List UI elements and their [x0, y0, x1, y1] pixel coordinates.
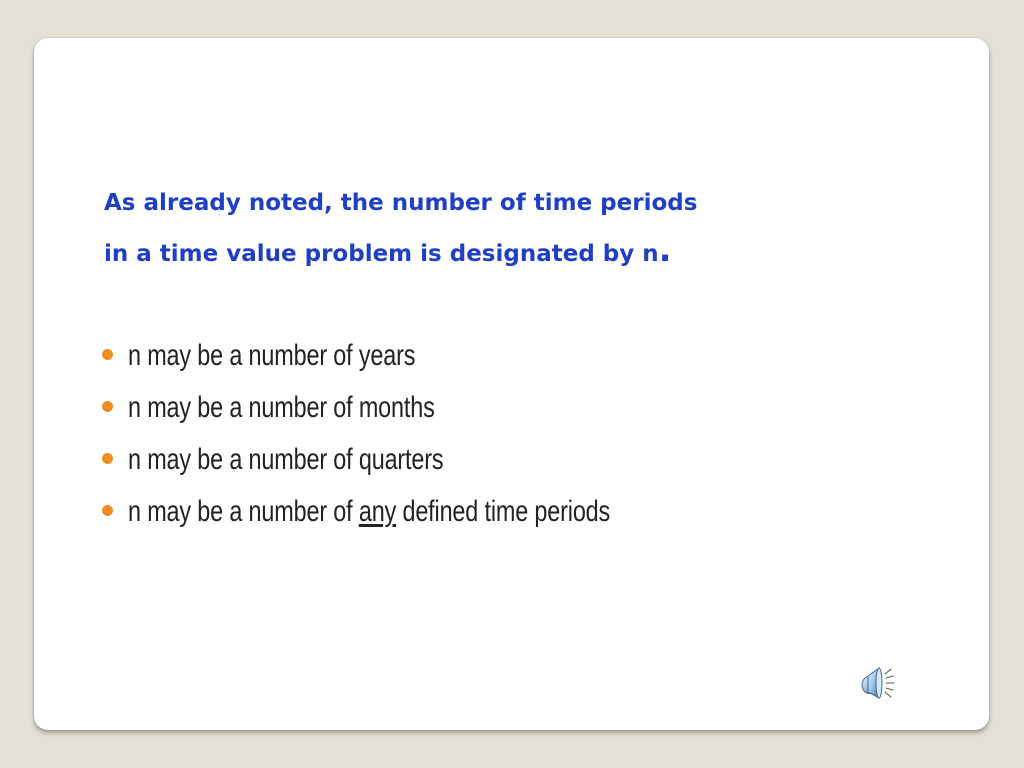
- bullet-dot-icon: [102, 505, 113, 516]
- list-item: [100, 438, 746, 490]
- slide: [34, 38, 989, 730]
- bullet-dot-icon: [102, 349, 113, 360]
- title-line-2-text: in a time value problem is designated by n: [104, 241, 659, 267]
- bullet-text-suffix: defined time periods: [396, 495, 611, 528]
- bullet-text: n may be a number of years: [128, 339, 416, 372]
- title-line-1: As already noted, the number of time periods: [104, 190, 698, 216]
- bullet-text-emphasis: any: [358, 495, 397, 528]
- list-item: [100, 490, 746, 542]
- title-line-2-period: .: [658, 230, 672, 270]
- speaker-icon-graphic: [858, 664, 898, 700]
- bullet-list: [100, 334, 746, 542]
- bullet-text: [128, 490, 610, 534]
- bullet-text: n may be a number of months: [128, 391, 435, 424]
- speaker-icon[interactable]: [858, 664, 898, 700]
- bullet-text-prefix: n may be a number of: [128, 495, 359, 528]
- bullet-dot-icon: [102, 401, 113, 412]
- list-item: [100, 334, 746, 386]
- bullet-dot-icon: [102, 453, 113, 464]
- slide-title: [104, 178, 924, 280]
- list-item: [100, 386, 746, 438]
- bullet-text: n may be a number of quarters: [128, 443, 444, 476]
- title-line-2: [104, 229, 924, 280]
